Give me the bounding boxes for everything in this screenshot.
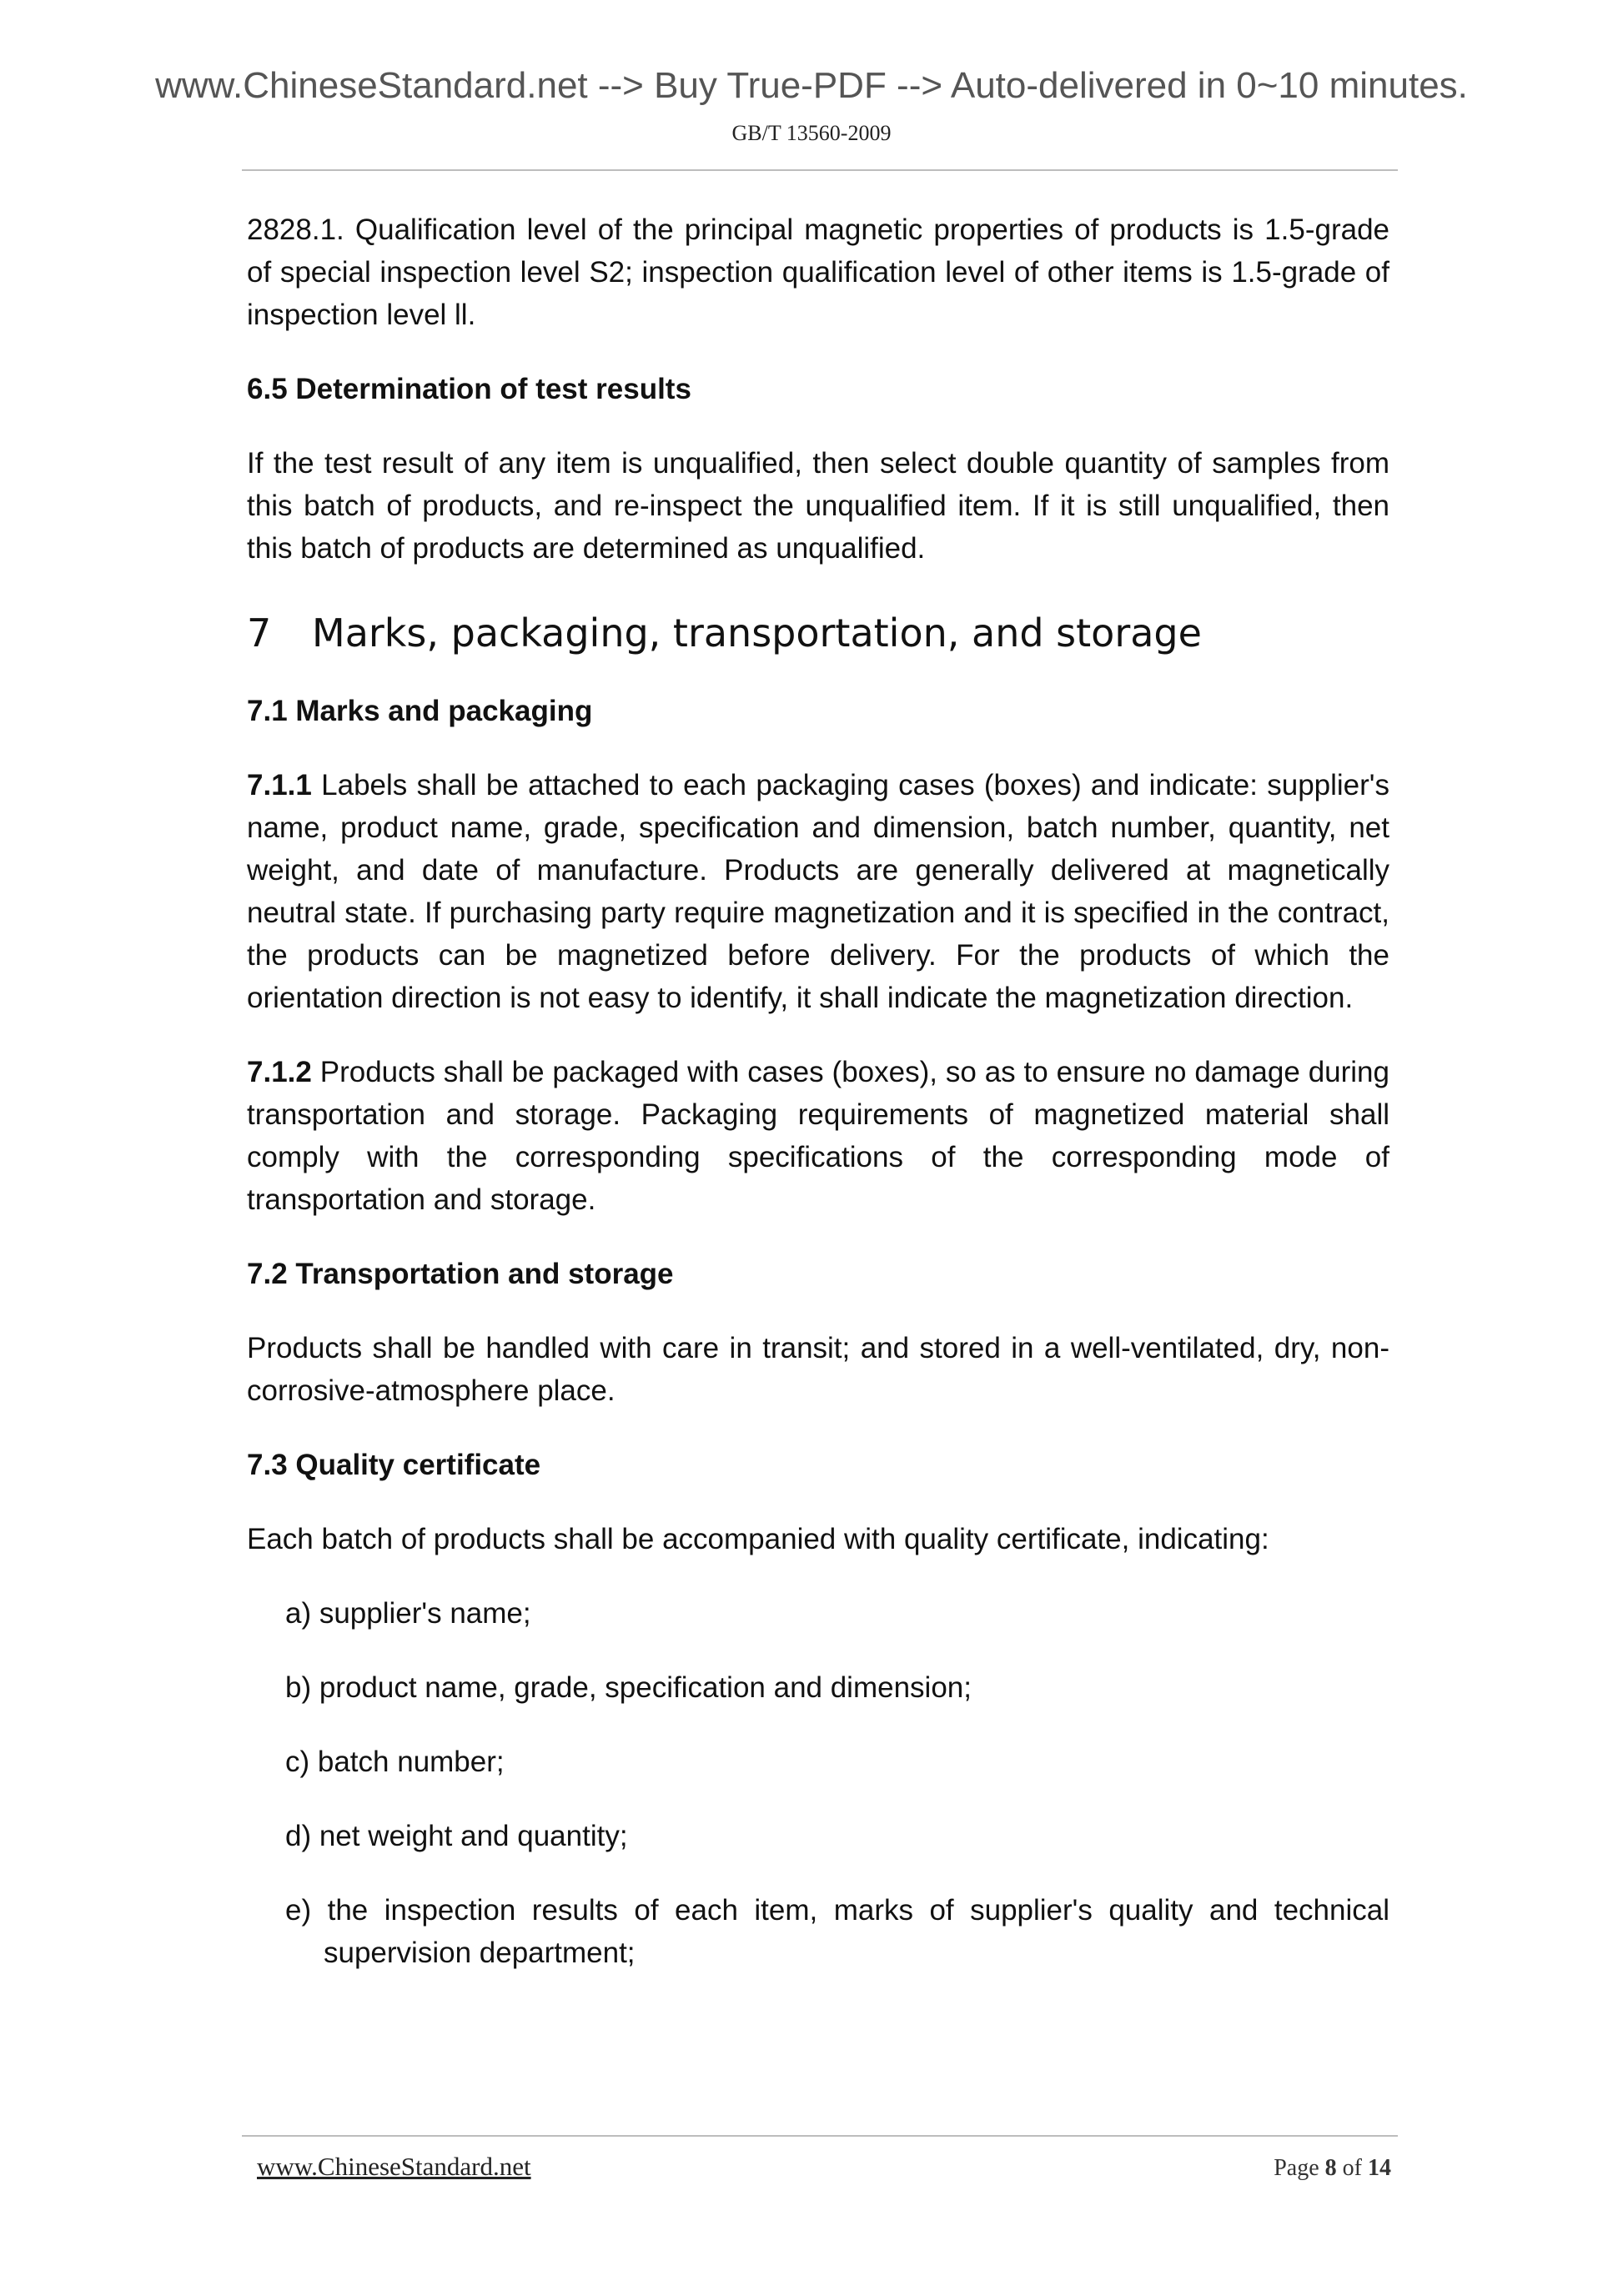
page-footer — [257, 2152, 1391, 2182]
standard-number: GB/T 13560-2009 — [731, 121, 892, 145]
document-body — [247, 208, 1389, 1974]
certificate-items-list — [247, 1592, 1389, 1974]
clause-7-1-2-text: Products shall be packaged with cases (boxes), so as to ensure no damage during transportation and storage. Packaging requirements of magnetized material shall comply with the corresponding specifications of the corresponding mode of transportation and storage. — [247, 1056, 1389, 1216]
section-7-heading — [247, 608, 1389, 658]
clause-7-1-1-number: 7.1.1 — [247, 769, 312, 801]
footer-site-link[interactable]: www.ChineseStandard.net — [257, 2152, 531, 2181]
header-divider — [242, 169, 1398, 171]
section-7-1-1-paragraph — [247, 764, 1389, 1019]
page-total: 14 — [1368, 2155, 1391, 2181]
header-banner: www.ChineseStandard.net --> Buy True-PDF --> Auto-delivered in 0~10 minutes. — [155, 65, 1468, 106]
clause-7-1-1-text: Labels shall be attached to each packaging cases (boxes) and indicate: supplier's name, product name, grade, specification and dimension, batch number, quantity, net weight, and date of manufacture. Products are generally delivered at magnetically neutral state. If purchasing party require magnetization and it is specified in the contract, the products can be magnetized before delivery. For the products of which the orientation direction is not easy to identify, it shall indicate the magnetization direction. — [247, 769, 1389, 1014]
page-of: of — [1342, 2155, 1362, 2181]
page-current: 8 — [1324, 2155, 1337, 2181]
page-label: Page — [1274, 2155, 1319, 2181]
section-6-5-heading: 6.5 Determination of test results — [247, 373, 691, 405]
list-item: c) batch number; — [285, 1746, 505, 1778]
clause-7-1-2-number: 7.1.2 — [247, 1056, 312, 1088]
section-7-2-text: Products shall be handled with care in transit; and stored in a well-ventilated, dry, non-corrosive-atmosphere place. — [247, 1332, 1389, 1407]
intro-paragraph: 2828.1. Qualification level of the principal magnetic properties of products is 1.5-grade of special inspection level S2; inspection qualification level of other items is 1.5-grade of inspection level ll. — [247, 214, 1389, 331]
section-7-1-heading: 7.1 Marks and packaging — [247, 695, 593, 727]
section-7-title: Marks, packaging, transportation, and storage — [312, 610, 1202, 656]
section-7-2-heading: 7.2 Transportation and storage — [247, 1258, 674, 1290]
list-item: e) the inspection results of each item, marks of supplier's quality and technical supervision department; — [285, 1894, 1389, 1969]
footer-divider — [242, 2135, 1398, 2137]
section-7-number: 7 — [247, 610, 272, 656]
list-item: d) net weight and quantity; — [285, 1820, 628, 1852]
list-item: b) product name, grade, specification and dimension; — [285, 1671, 972, 1704]
section-6-5-text: If the test result of any item is unqualified, then select double quantity of samples from this batch of products, and re-inspect the unqualified item. If it is still unqualified, then this batch of products are determined as unqualified. — [247, 447, 1389, 565]
section-7-3-text: Each batch of products shall be accompanied with quality certificate, indicating: — [247, 1523, 1269, 1555]
section-7-3-heading: 7.3 Quality certificate — [247, 1449, 541, 1481]
section-7-1-2-paragraph — [247, 1051, 1389, 1221]
page-number — [1274, 2155, 1391, 2182]
list-item: a) supplier's name; — [285, 1597, 531, 1630]
